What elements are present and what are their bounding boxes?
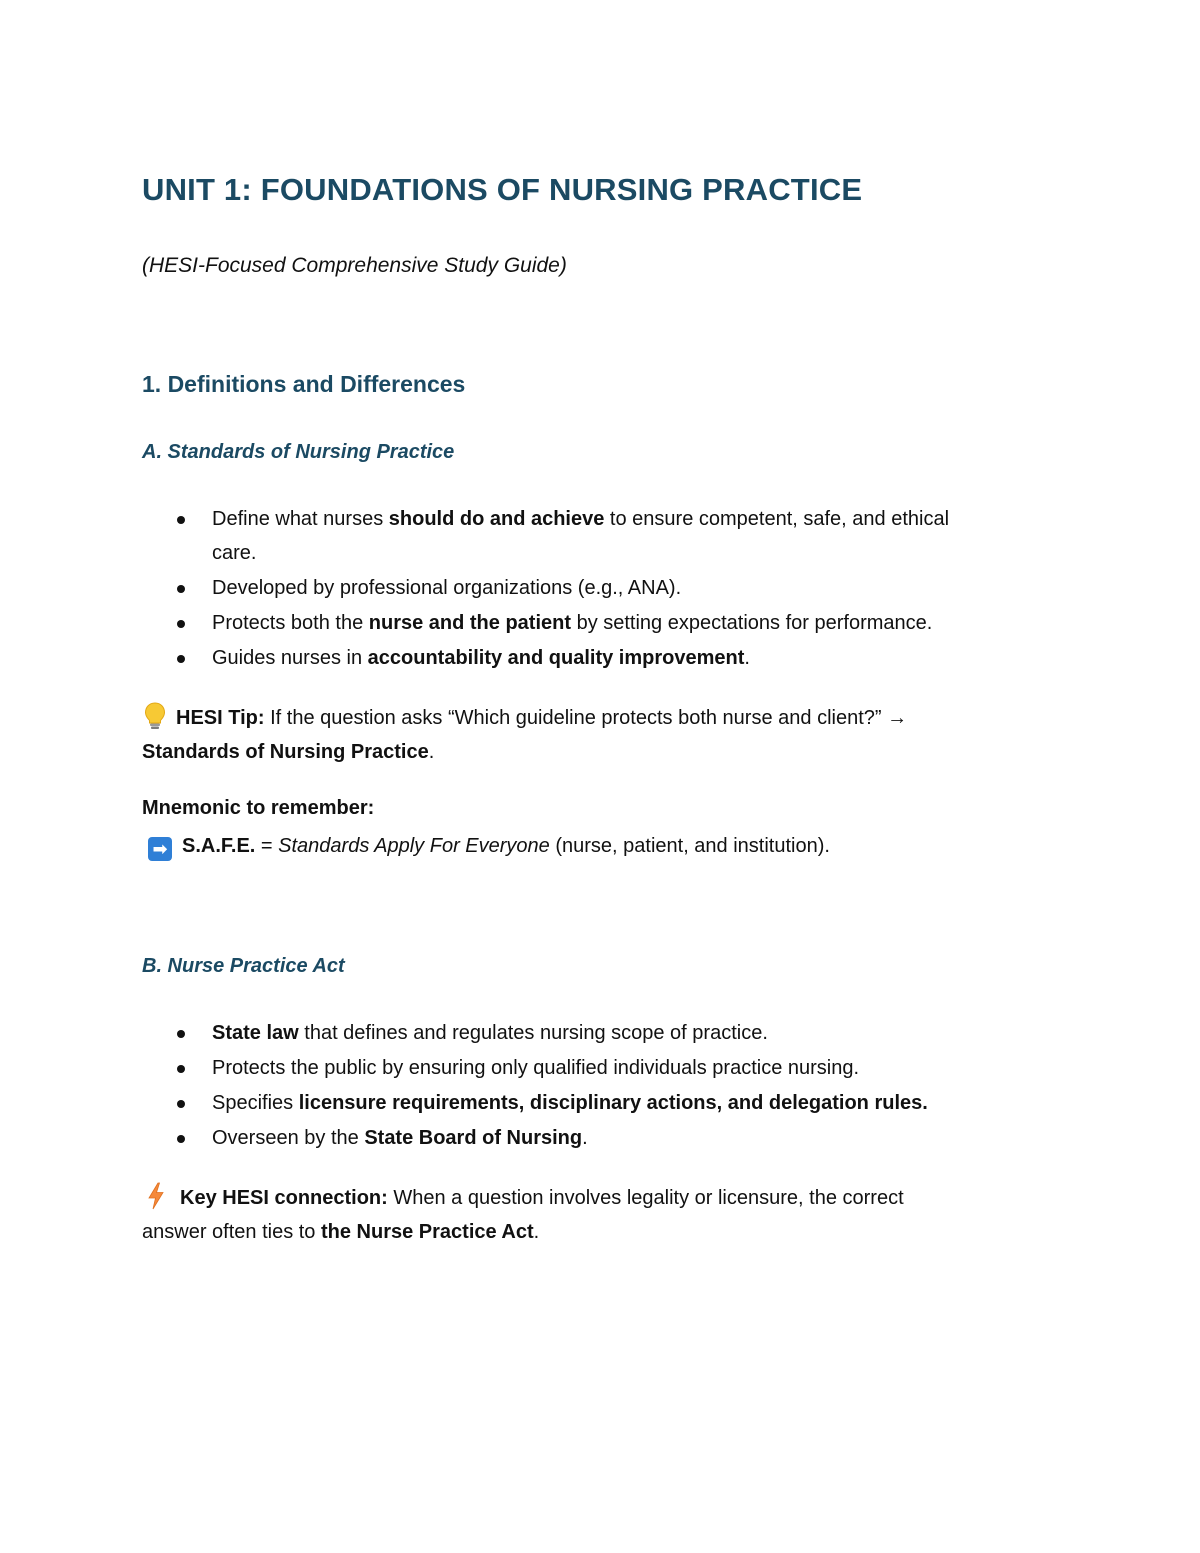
section-heading: 1. Definitions and Differences	[142, 371, 466, 397]
bullet-dot	[177, 585, 185, 593]
hesi-tip: HESI Tip: If the question asks “Which guideline protects both nurse and client?” → Standards of Nursing Practice.	[142, 701, 907, 769]
list-item: Specifies licensure requirements, disciplinary actions, and delegation rules.	[142, 1086, 1062, 1120]
mnemonic-label: Mnemonic to remember:	[142, 797, 375, 819]
bullet-dot	[177, 655, 185, 663]
bullet-list-nurse-practice-act	[142, 1016, 1062, 1156]
bullet-dot	[177, 1030, 185, 1038]
list-item: Overseen by the State Board of Nursing.	[142, 1121, 1062, 1155]
list-item: Guides nurses in accountability and quality improvement.	[142, 641, 1062, 675]
right-arrow-icon: ➡	[148, 837, 172, 861]
mnemonic-line: ➡ S.A.F.E. = Standards Apply For Everyone (nurse, patient, and institution).	[148, 829, 830, 863]
bullet-list-standards	[142, 502, 1062, 676]
bullet-dot	[177, 1065, 185, 1073]
list-item: State law that defines and regulates nursing scope of practice.	[142, 1016, 1062, 1050]
lightning-bolt-icon	[146, 1182, 166, 1210]
list-item: Protects the public by ensuring only qualified individuals practice nursing.	[142, 1051, 1062, 1085]
list-item: Developed by professional organizations (e.g., ANA).	[142, 571, 1062, 605]
subsection-heading-b: B. Nurse Practice Act	[142, 955, 345, 977]
list-item: Protects both the nurse and the patient by setting expectations for performance.	[142, 606, 1062, 640]
bullet-dot	[177, 620, 185, 628]
bullet-dot	[177, 1100, 185, 1108]
lightbulb-icon	[144, 702, 166, 730]
bullet-dot	[177, 1135, 185, 1143]
subsection-heading-a: A. Standards of Nursing Practice	[142, 441, 455, 463]
page-subtitle: (HESI-Focused Comprehensive Study Guide)	[142, 254, 567, 277]
list-item: Define what nurses should do and achieve to ensure competent, safe, and ethical care.	[142, 502, 1062, 570]
page-title: UNIT 1: FOUNDATIONS OF NURSING PRACTICE	[142, 172, 863, 207]
key-hesi-connection: Key HESI connection: When a question involves legality or licensure, the correct answer often ties to the Nurse Practice Act.	[142, 1181, 904, 1249]
bullet-dot	[177, 516, 185, 524]
